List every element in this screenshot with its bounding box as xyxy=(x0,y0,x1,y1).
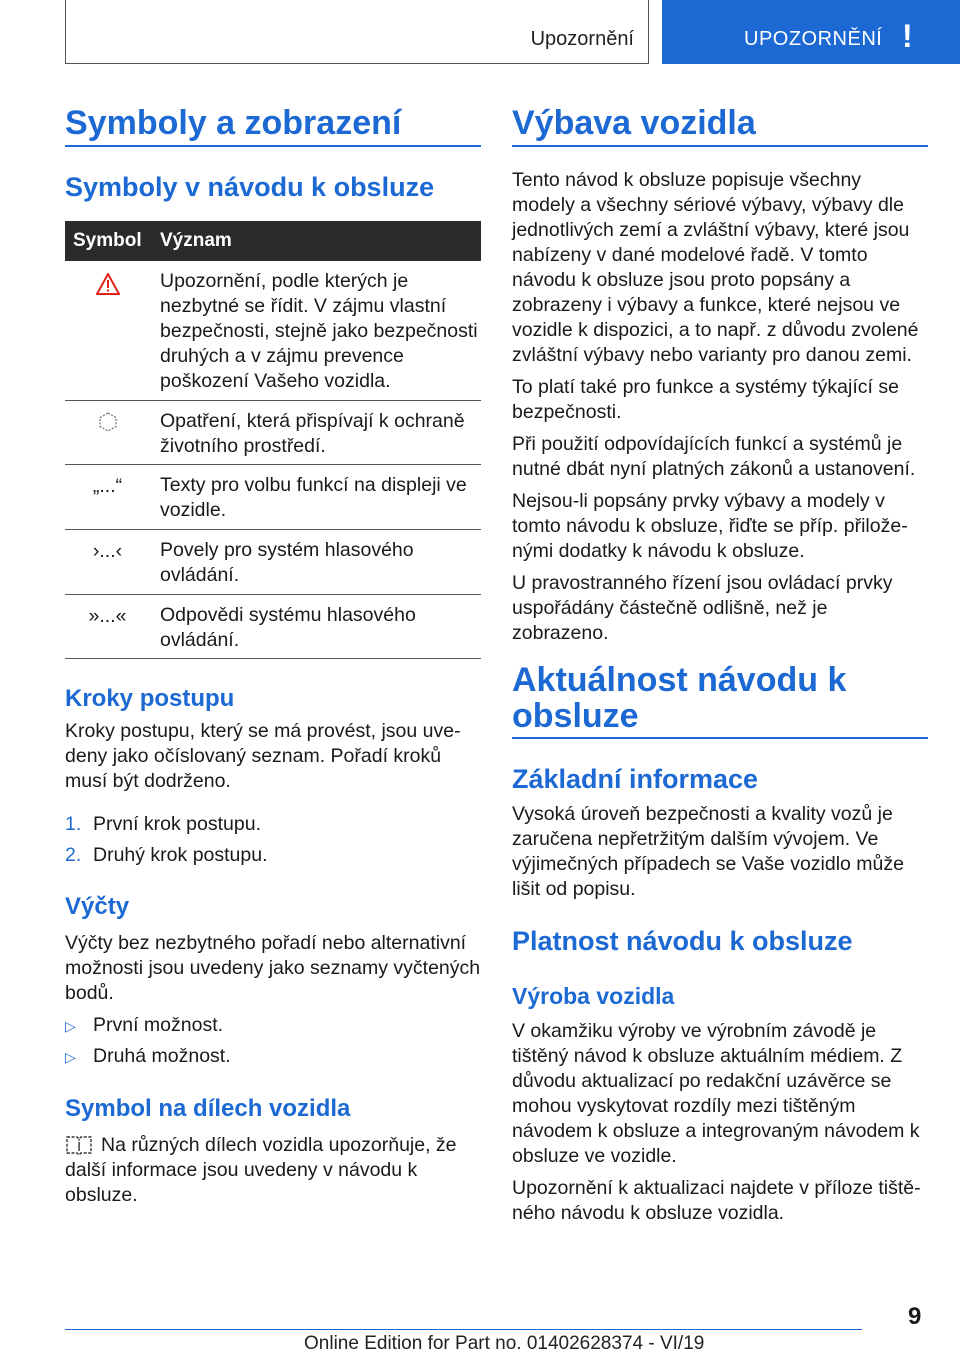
table-cell-meaning: Odpovědi systému hlasového ovládání. xyxy=(160,604,416,651)
list-item xyxy=(65,1013,223,1039)
table-header-symbol: Symbol xyxy=(73,230,142,251)
bullet-text: Druhá možnost. xyxy=(93,1045,231,1067)
table-row xyxy=(65,465,481,530)
table-row xyxy=(65,261,481,401)
paragraph: Při použití odpovídajících funkcí a systémů je nutné dbát nyní platných zákonů a ustanovení. xyxy=(512,433,916,480)
paragraph: Nejsou-li popsány prvky výbavy a modely v tomto návodu k obsluze, řiďte se příp. přiloženými dodatky k návodu k obsluze. xyxy=(512,490,908,562)
step-number: 2. xyxy=(65,844,82,866)
heading-steps: Kroky postupu xyxy=(65,685,235,712)
list-item xyxy=(65,812,261,837)
heading-basic-info: Základní informace xyxy=(512,764,759,794)
table-cell-meaning: Upozornění, podle kterých je nezbytné se řídit. V zájmu vlastní bezpečnosti, stejně jako bezpečnosti druhých a v zájmu prevence poškození Vašeho vozidla. xyxy=(160,270,478,392)
table-cell-meaning: Texty pro volbu funkcí na displeji ve vozidle. xyxy=(160,474,467,521)
exclamation-icon: ! xyxy=(902,18,913,54)
title-rule xyxy=(65,145,481,147)
table-cell-meaning: Opatření, která přispívají k ochraně životního prostředí. xyxy=(160,410,465,457)
paragraph: Vysoká úroveň bezpečnosti a kvality vozů je zaručena nepřetržitým dalším vývojem. Ve výjimečných případech se Vaše vozidlo může lišit od popisu. xyxy=(512,803,904,900)
list-item xyxy=(65,1044,231,1070)
lists-description: Výčty bez nezbytného pořadí nebo alternativní možnosti jsou uvedeny jako seznamy vyčtených bodů. xyxy=(65,932,481,1004)
page-title-symbols: Symboly a zobrazení xyxy=(65,104,402,142)
paragraph: V okamžiku výroby ve výrobním závodě je tištěný návod k obsluze aktuálním médiem. Z důvodu aktualizací po redakční uzávěrce se mohou vyskytovat rozdíly mezi tištěným návodem k obsluze a integrovaným návodem k obsluze ve vozidle. xyxy=(512,1020,920,1167)
symbols-table xyxy=(65,221,481,659)
bullet-text: První možnost. xyxy=(93,1014,224,1036)
table-cell-meaning: Povely pro systém hlasového ovládání. xyxy=(160,539,414,586)
step-number: 1. xyxy=(65,813,82,835)
title-rule xyxy=(512,145,928,147)
title-rule xyxy=(512,737,928,739)
vehicle-symbol-text: Na různých dílech vozidla upozorňuje, že další informace jsou uvedeny v návodu k obsluze. xyxy=(65,1134,457,1206)
heading-vehicle-symbol: Symbol na dílech vozidla xyxy=(65,1095,351,1122)
page-title-currency: Aktuálnost návodu k obsluze xyxy=(512,661,847,735)
table-row xyxy=(65,401,481,465)
table-cell-symbol: „...“ xyxy=(92,475,123,497)
page-number: 9 xyxy=(908,1303,922,1330)
table-cell-symbol: »...« xyxy=(88,605,127,627)
list-item xyxy=(65,843,268,868)
bullet-triangle-icon: ▷ xyxy=(65,1049,76,1065)
footer-rule xyxy=(65,1329,862,1330)
table-row xyxy=(65,595,481,659)
paragraph: U pravostranného řízení jsou ovládací prvky uspořádány částečně odlišně, než je zobrazeno. xyxy=(512,572,893,644)
heading-production: Výroba vozidla xyxy=(512,983,675,1009)
steps-description: Kroky postupu, který se má provést, jsou uvedeny jako očíslovaný seznam. Pořadí kroků musí být dodrženo. xyxy=(65,720,461,792)
page-title-equipment: Výbava vozidla xyxy=(512,104,756,142)
table-row xyxy=(65,530,481,595)
environment-icon xyxy=(65,411,150,439)
bullet-triangle-icon: ▷ xyxy=(65,1018,76,1034)
paragraph: To platí také pro funkce a systémy týkající se bezpečnosti. xyxy=(512,376,899,423)
footer-edition: Online Edition for Part no. 01402628374 - VI/19 xyxy=(304,1333,705,1354)
paragraph: Tento návod k obsluze popisuje všechny modely a všechny sériové výbavy, výbavy dle jednotlivých zemí a zvláštní výbavy, které jsou nabízeny v dané modelové řadě. V tomto návodu k obsluze jsou proto popsány a zobrazeny i výbavy a funkce, které nejsou ve vozidle k dispozici, a to např. z důvodu zvolené zvláštní výbavy nebo varianty pro danou zemi. xyxy=(512,169,919,366)
heading-lists: Výčty xyxy=(65,893,130,920)
heading-validity: Platnost návodu k obsluze xyxy=(512,926,853,956)
header-section-box xyxy=(65,0,649,64)
step-text: První krok postupu. xyxy=(93,813,261,835)
table-header-meaning: Význam xyxy=(160,230,232,251)
paragraph: Upozornění k aktualizaci najdete v příloze tištěného návodu k obsluze vozidla. xyxy=(512,1177,921,1224)
step-text: Druhý krok postupu. xyxy=(93,844,268,866)
table-cell-symbol: ›...‹ xyxy=(92,540,123,562)
header-section-title: Upozornění xyxy=(530,28,634,50)
heading-symbols-manual: Symboly v návodu k obsluze xyxy=(65,172,435,202)
header-chapter-label: UPOZORNĚNÍ xyxy=(744,28,883,50)
table-header xyxy=(65,221,481,261)
warning-triangle-icon xyxy=(65,273,150,301)
header-chapter-tab xyxy=(662,0,960,64)
